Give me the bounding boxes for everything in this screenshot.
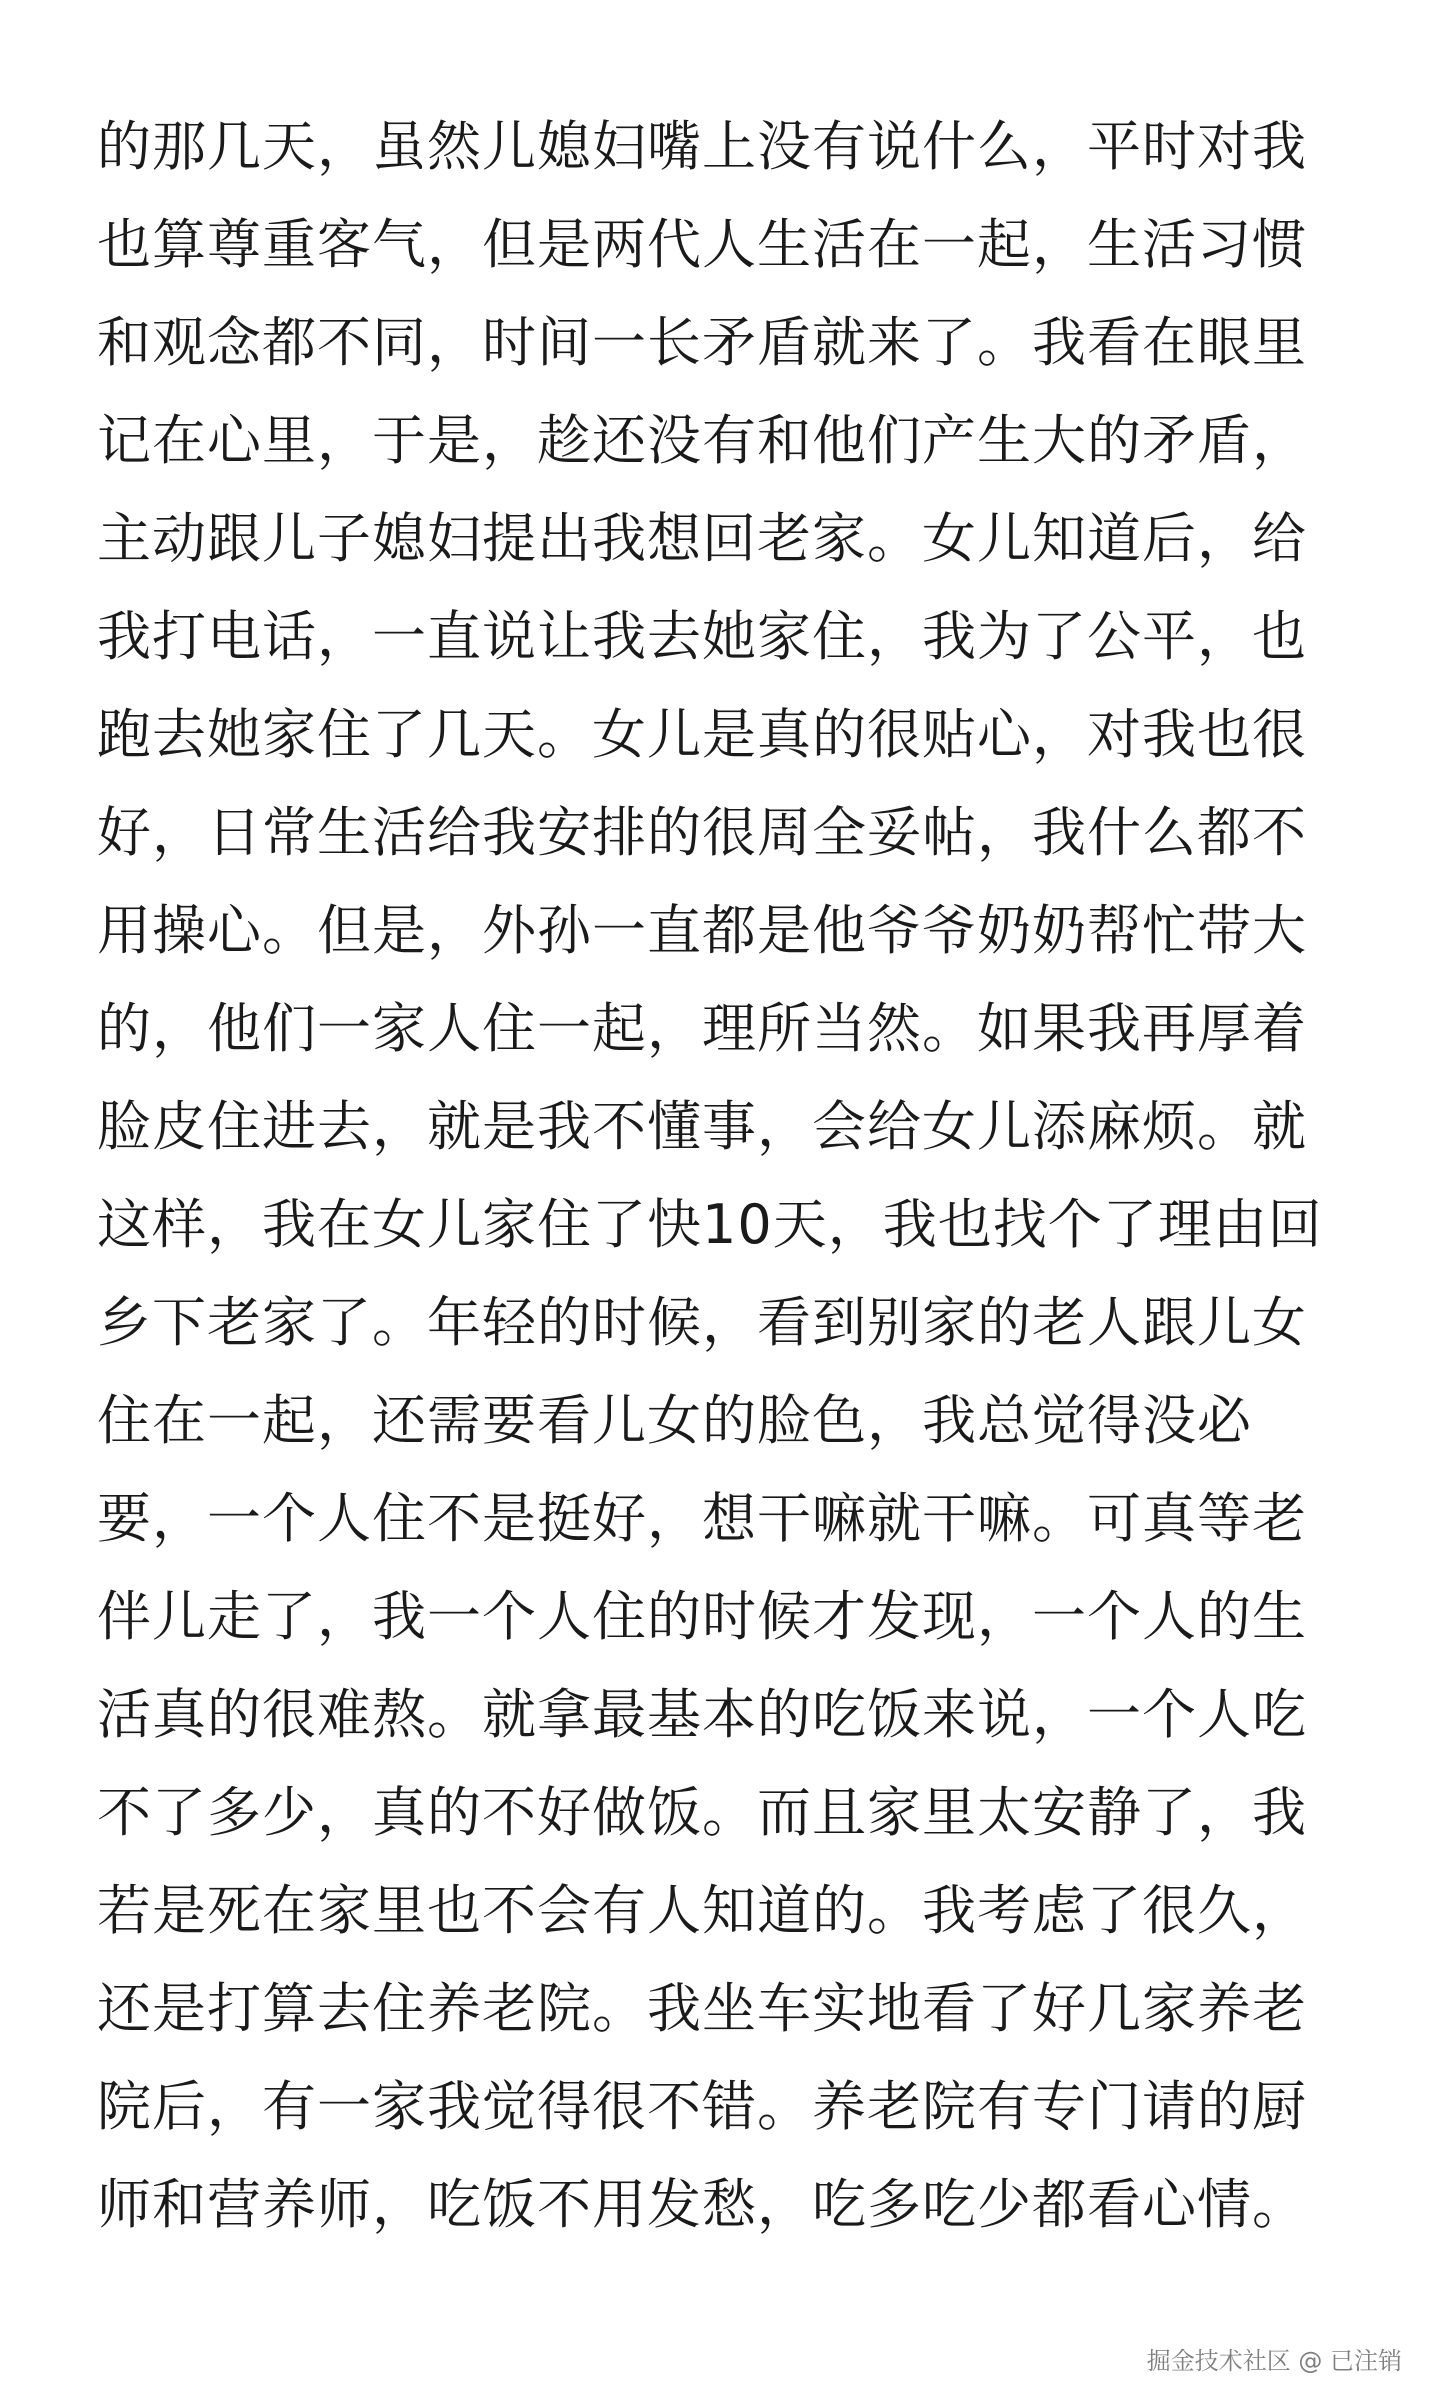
article-line-8: 好，日常生活给我安排的很周全妥帖，我什么都不 bbox=[97, 801, 1307, 864]
article-line-21: 院后，有一家我觉得很不错。养老院有专门请的厨 bbox=[97, 2075, 1307, 2138]
source-watermark: 掘金技术社区 @ 已注销 bbox=[1146, 2347, 1402, 2375]
article-line-22: 师和营养师，吃饭不用发愁，吃多吃少都看心情。 bbox=[97, 2173, 1307, 2236]
article-line-1: 的那几天，虽然儿媳妇嘴上没有说什么，平时对我 bbox=[97, 115, 1307, 178]
article-line-2: 也算尊重客气，但是两代人生活在一起，生活习惯 bbox=[97, 213, 1307, 276]
article-line-11: 脸皮住进去，就是我不懂事，会给女儿添麻烦。就 bbox=[97, 1095, 1307, 1158]
article-line-10: 的，他们一家人住一起，理所当然。如果我再厚着 bbox=[97, 997, 1307, 1060]
article-line-12: 这样，我在女儿家住了快10天，我也找个了理由回 bbox=[97, 1193, 1323, 1256]
article-line-19: 若是死在家里也不会有人知道的。我考虑了很久， bbox=[97, 1879, 1307, 1942]
article-line-4: 记在心里，于是，趁还没有和他们产生大的矛盾， bbox=[97, 409, 1307, 472]
article-line-5: 主动跟儿子媳妇提出我想回老家。女儿知道后，给 bbox=[97, 507, 1307, 570]
article-body bbox=[97, 98, 1347, 2254]
article-line-3: 和观念都不同，时间一长矛盾就来了。我看在眼里 bbox=[97, 311, 1307, 374]
article-line-7: 跑去她家住了几天。女儿是真的很贴心，对我也很 bbox=[97, 703, 1307, 766]
article-line-20: 还是打算去住养老院。我坐车实地看了好几家养老 bbox=[97, 1977, 1307, 2040]
article-line-17: 活真的很难熬。就拿最基本的吃饭来说，一个人吃 bbox=[97, 1683, 1307, 1746]
article-line-18: 不了多少，真的不好做饭。而且家里太安静了，我 bbox=[97, 1781, 1307, 1844]
article-line-15: 要，一个人住不是挺好，想干嘛就干嘛。可真等老 bbox=[97, 1487, 1307, 1550]
article-line-16: 伴儿走了，我一个人住的时候才发现，一个人的生 bbox=[97, 1585, 1307, 1648]
article-line-9: 用操心。但是，外孙一直都是他爷爷奶奶帮忙带大 bbox=[97, 899, 1307, 962]
article-line-6: 我打电话，一直说让我去她家住，我为了公平，也 bbox=[97, 605, 1307, 668]
article-line-13: 乡下老家了。年轻的时候，看到别家的老人跟儿女 bbox=[97, 1291, 1307, 1354]
article-line-14: 住在一起，还需要看儿女的脸色，我总觉得没必 bbox=[97, 1389, 1252, 1452]
